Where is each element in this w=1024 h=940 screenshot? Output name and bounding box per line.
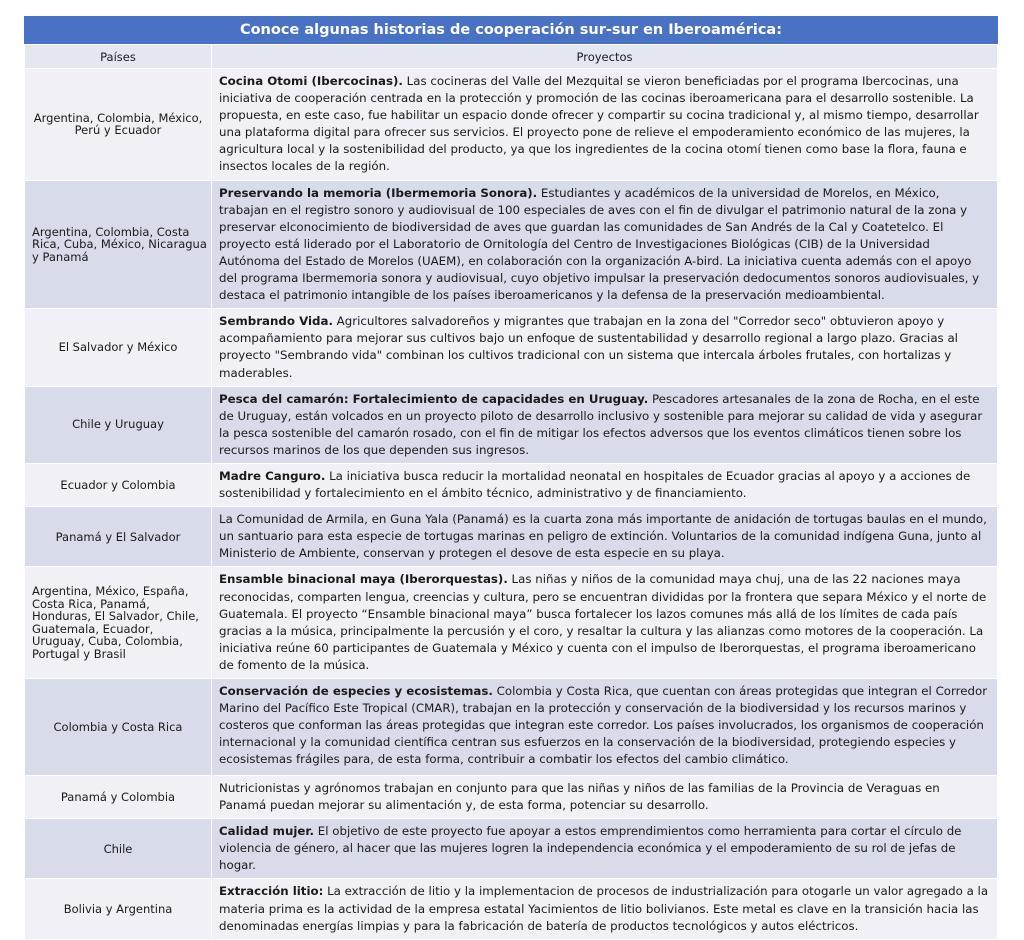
table-row [25,463,998,506]
table-row [25,507,998,567]
projects-table [24,44,998,940]
header-projects: Proyectos [212,45,998,69]
table-row [25,567,998,679]
project-name: Cocina Otomi (Ibercocinas). [219,74,403,88]
table-row [25,819,998,879]
project-name: Calidad mujer. [219,824,315,839]
row-project [212,69,998,181]
row-countries: Argentina, Colombia, Costa Rica, Cuba, México, Nicaragua y Panamá [25,180,212,309]
project-name: Sembrando Vida. [219,314,333,329]
table-row [25,180,998,309]
table-title: Conoce algunas historias de cooperación sur-sur en Iberoamérica: [24,16,998,44]
project-name: Ensamble binacional maya (Iberorquestas). [219,572,508,587]
project-description: La iniciativa busca reducir la mortalidad neonatal en hospitales de Ecuador gracias al apoyo y a acciones de sostenibilidad y fortalecimiento en el ámbito técnico, administrativo y de financiamiento. [219,468,971,501]
row-project [212,776,998,819]
row-countries: Argentina, México, España, Costa Rica, Panamá, Honduras, El Salvador, Chile, Guatemala, Ecuador, Uruguay, Cuba, Colombia, Portugal y Brasil [25,567,212,679]
row-countries: Colombia y Costa Rica [25,679,212,776]
project-description: La extracción de litio y la implementacion de procesos de industrialización para otogarle un valor agregado a la materia prima es la actividad de la empresa estatal Yacimientos de litio bolivianos. Este metal es clave en la transición hacia las denominadas energías limpias y para la fabricación de batería de productos tecnológicos y autos eléctricos. [219,884,989,933]
project-name: Madre Canguro. [219,468,326,483]
project-description: Estudiantes y académicos de la universidad de Morelos, en México, trabajan en el registro sonoro y audiovisual de 100 especiales de aves con el fin de divulgar el patrimonio natural de la zona y preservar elconocimiento de biodiversidad de aves que guardan las comunidades de San Andrés de la Cal y Coatetelco. El proyecto está liderado por el Laboratorio de Ornitología del Centro de Investigaciones Biológicas (CIB) de la Universidad Autónoma del Estado de Morelos (UAEM), en colaboración con la organización A-bird. La iniciativa cuenta además con el apoyo del programa Ibermemoria sonora y audiovisual, cuyo objetivo impulsar la preservación dedocumentos sonoros audiovisuales, y destaca el patrimonio intangible de los países iberoamericanos y la defensa de la preservación medioambiental. [219,185,980,303]
row-countries: Panamá y El Salvador [25,507,212,567]
project-name: Extracción litio: [219,884,324,899]
row-project [212,507,998,567]
row-project [212,463,998,506]
project-name: Conservación de especies y ecosistemas. [219,684,493,698]
row-countries: Bolivia y Argentina [25,879,212,939]
row-countries: El Salvador y México [25,309,212,386]
table-row [25,309,998,386]
row-countries: Panamá y Colombia [25,776,212,819]
table-row [25,879,998,939]
row-countries: Chile y Uruguay [25,386,212,463]
project-description: El objetivo de este proyecto fue apoyar a estos emprendimientos como herramienta para cortar el círculo de violencia de género, al hacer que las mujeres logren la independencia económica y el empoderamiento de su rol de jefas de hogar. [219,824,962,873]
project-description: Las niñas y niños de la comunidad maya chuj, una de las 22 naciones maya reconocidas, comparten lengua, creencias y cultura, pero se encuentran divididas por la frontera que separa México y el norte de Guatemala. El proyecto “Ensamble binacional maya” busca fortalecer los lazos comunes más allá de los límites de cada país gracias a la música, principalmente la percusión y el coro, y resaltar la cultura y las alianzas como motores de la cooperación. La iniciativa reúne 60 participantes de Guatemala y México y cuenta con el impulso de Iberorquestas, el programa iberoamericano de fomento de la música. [219,572,987,672]
project-description: Agricultores salvadoreños y migrantes que trabajan en la zona del "Corredor seco" obtuvieron apoyo y acompañamiento para mejorar sus cultivos bajo un enfoque de sustentabilidad y desarrollo regional a largo plazo. Gracias al proyecto "Sembrando vida" combinan los cultivos tradicional con un sistema que intercala árboles frutales, con hortalizas y maderables. [219,314,958,380]
row-project [212,567,998,679]
header-countries: Países [25,45,212,69]
row-countries: Ecuador y Colombia [25,463,212,506]
table-row [25,386,998,463]
row-project [212,679,998,776]
row-project [212,309,998,386]
project-description: La Comunidad de Armila, en Guna Yala (Panamá) es la cuarta zona más importante de anidación de tortugas baulas en el mundo, un santuario para esta especie de tortugas marinas en peligro de extinción. Voluntarios de la comunidad indígena Guna, junto al Ministerio de Ambiente, conservan y protegen el desove de esta especie en su playa. [219,512,987,561]
row-project [212,386,998,463]
project-description: Las cocineras del Valle del Mezquital se vieron beneficiadas por el programa Ibercocinas, una iniciativa de cooperación centrada en la protección y promoción de las cocinas iberoamericana para el desarrollo sostenible. La propuesta, en este caso, fue habilitar un espacio donde ofrecer y compartir su cocina tradicional y, al mismo tiempo, desarrollar una plataforma digital para ofrecer sus servicios. El proyecto pone de relieve el empoderamiento económico de las mujeres, la agricultura local y la sostenibilidad del producto, ya que los ingredientes de la cocina otomí tienen como base la flora, fauna e insectos locales de la región. [219,74,979,174]
project-name: Pesca del camarón: Fortalecimiento de capacidades en Uruguay. [219,391,649,406]
table-row [25,776,998,819]
row-countries: Chile [25,819,212,879]
project-description: Nutricionistas y agrónomos trabajan en conjunto para que las niñas y niños de las familias de la Provincia de Veraguas en Panamá puedan mejorar su alimentación y, de esta forma, potenciar su desarrollo. [219,781,940,813]
project-description: Colombia y Costa Rica, que cuentan con áreas protegidas que integran el Corredor Marino del Pacífico Este Tropical (CMAR), trabajan en la protección y conservación de la biodiversidad y los recursos marinos y costeros que conforman las áreas protegidas que integran este corredor. Los países involucrados, los organismos de cooperación internacional y la comunidad científica centran sus esfuerzos en la conservación de la biodiversidad, protegiendo especies y ecosistemas frágiles para, de esta forma, contribuir a combatir los efectos del cambio climático. [219,684,988,767]
project-name: Preservando la memoria (Ibermemoria Sonora). [219,185,538,200]
row-countries: Argentina, Colombia, México, Perú y Ecuador [25,69,212,181]
row-project [212,879,998,939]
row-project [212,819,998,879]
table-row [25,69,998,181]
project-description: Pescadores artesanales de la zona de Rocha, en el este de Uruguay, están volcados en un proyecto piloto de desarrollo inclusivo y sostenible para mejorar su calidad de vida y asegurar la pesca sostenible del camarón rosado, con el fin de mitigar los efectos adversos que los eventos climáticos tienen sobre los recursos marinos de los que dependen sus ingresos. [219,391,983,457]
cooperation-table-container [24,16,998,940]
row-project [212,180,998,309]
table-row [25,679,998,776]
